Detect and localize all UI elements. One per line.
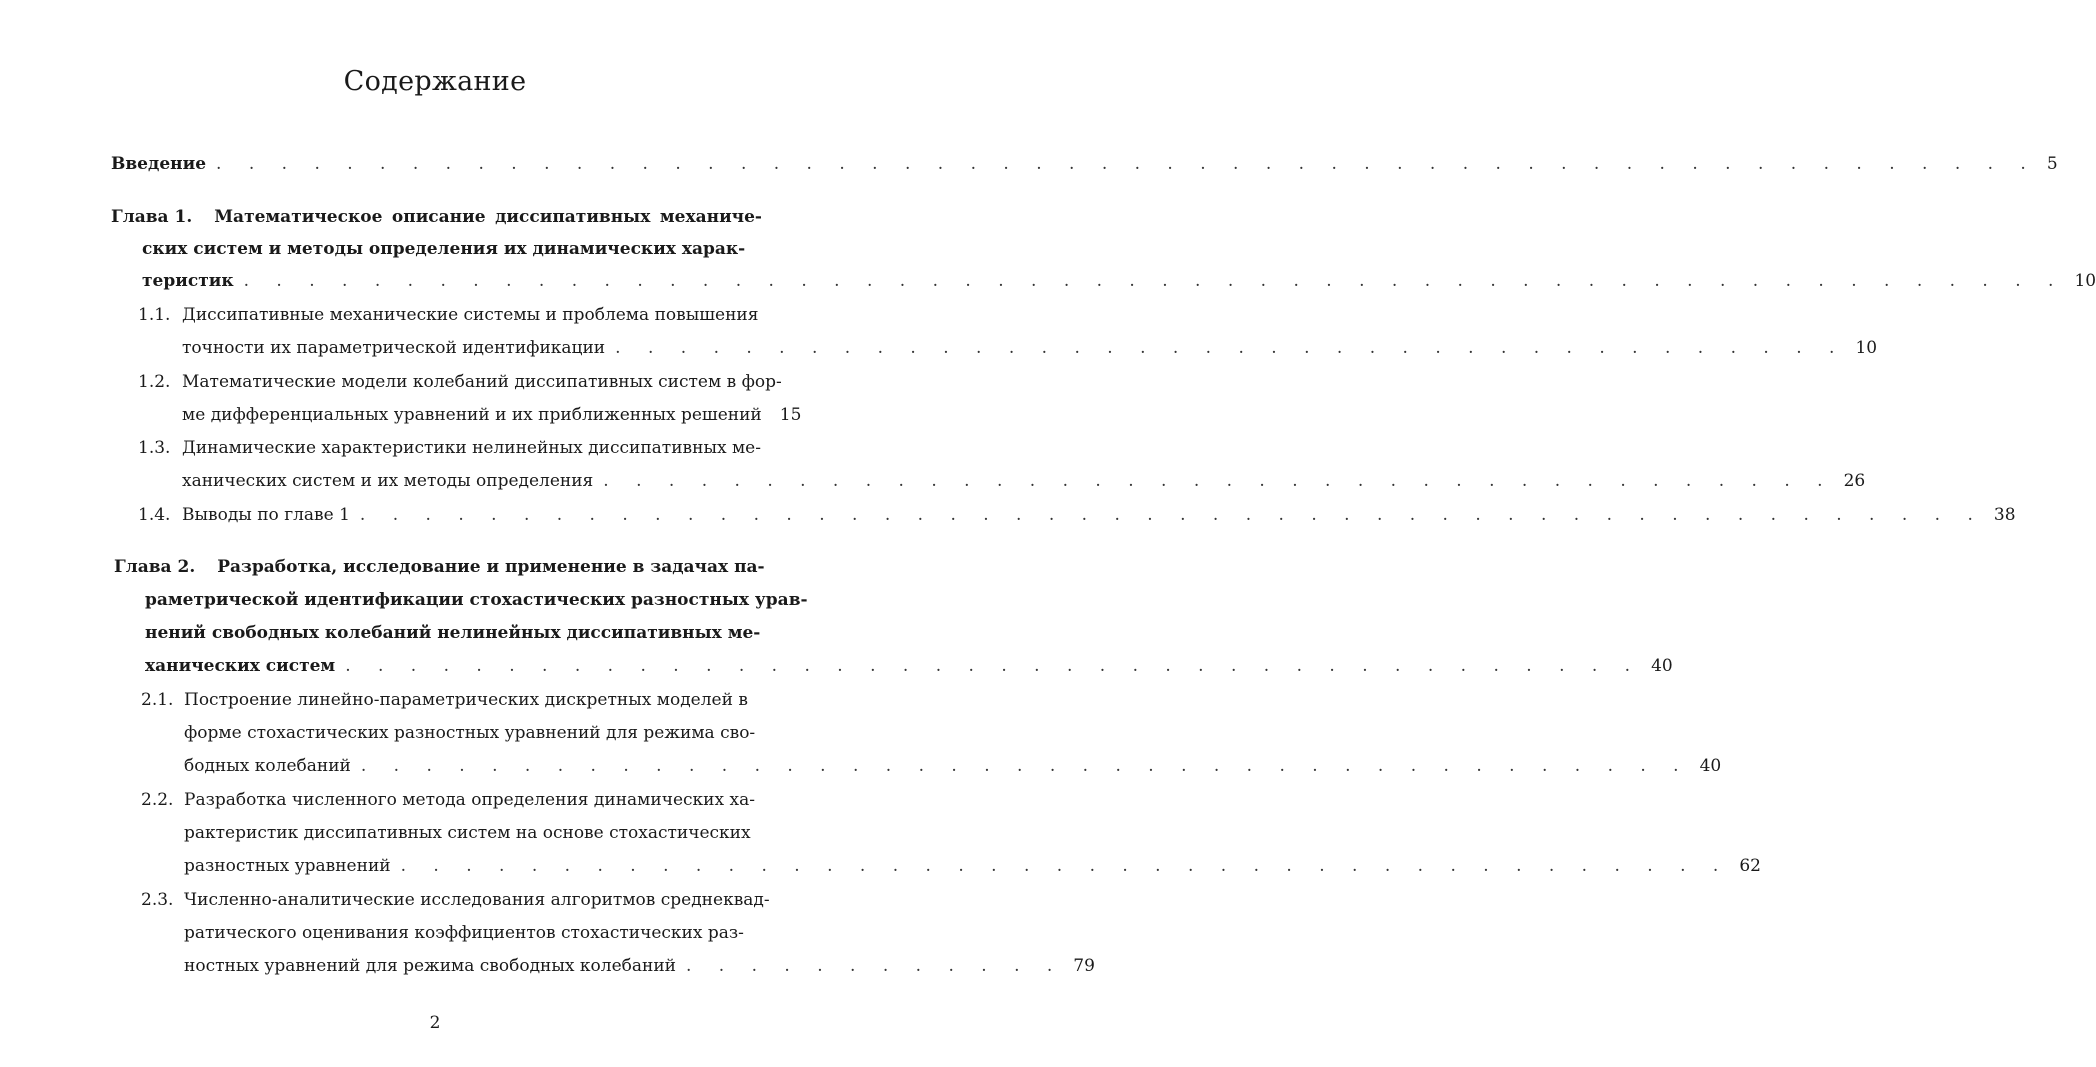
leader-dots: . . . . . . . . . . . . . . . . . . . . . . . . . . . . . . . . . . . . . . . . . . . . . . . . . . . . . . . . [216,154,2037,174]
toc-entry-2-1[interactable] [184,689,748,711]
toc-entry-2-1-cont [184,722,756,744]
entry-page: 38 [1993,505,2016,525]
entry-page: 26 [1843,471,1866,491]
section-line: ме дифференциальных уравнений и их приближенных решений [182,405,762,425]
toc-entry-2-2-cont [184,822,751,844]
entry-page: 15 [779,405,802,425]
section-line: Математические модели колебаний диссипативных систем в фор- [182,372,782,392]
entry-page: 10 [2074,271,2096,291]
toc-entry-1-3-cont[interactable] [182,470,1866,492]
section-line: ратического оценивания коэффициентов стохастических раз- [184,923,744,943]
toc-entry-1-2-cont[interactable] [182,404,802,426]
toc-entry-1-1[interactable] [182,304,759,326]
leader-dots: . . . . . . . . . . . . . . . . . . . . . . . . . . . . . . . . . . . . . . . . . . . . . . . . . . [359,505,1984,525]
section-line: Численно-аналитические исследования алгоритмов среднеквад- [184,890,770,910]
section-num: 1.2. [138,372,171,392]
chapter-title-line: ских систем и методы определения их динамических харак- [142,239,746,259]
chapter-head: Глава 1. [111,207,193,227]
section-line: разностных уравнений [184,856,391,876]
chapter-title-line: теристик [142,271,234,291]
leader-dots: . . . . . . . . . . . . . . . . . . . . . . . . . . . . . . . . . . . . . . [603,471,1834,491]
toc-entry-1-4[interactable] [182,504,2016,526]
section-num: 1.1. [138,305,171,325]
chapter-2-line-2 [145,589,808,611]
section-line: Динамические характеристики нелинейных диссипативных ме- [182,438,761,458]
toc-entry-1-3[interactable] [182,437,761,459]
leader-dots: . . . . . . . . . . . . . . . . . . . . . . . . . . . . . . . . . . . . . . . . . [400,856,1730,876]
chapter-1-line-3[interactable] [142,270,2096,292]
chapter-1-line-2 [142,238,746,260]
leader-dots: . . . . . . . . . . . . . . . . . . . . . . . . . . . . . . . . . . . . . . [615,338,1846,358]
chapter-title-line: ханических систем [145,656,336,676]
section-num: 2.2. [141,790,174,810]
section-line: форме стохастических разностных уравнений для режима сво- [184,723,756,743]
toc-entry-2-2[interactable] [184,789,755,811]
section-num: 1.3. [138,438,171,458]
toc-entry-1-2[interactable] [182,371,782,393]
toc-entry-2-1-end[interactable] [184,755,1722,777]
chapter-head: Глава 2. [114,557,196,577]
entry-page: 40 [1699,756,1722,776]
toc-entry-intro[interactable] [111,153,2058,175]
chapter-2-line-4[interactable] [145,655,1673,677]
entry-page: 10 [1855,338,1878,358]
section-num: 2.3. [141,890,174,910]
chapter-1-line-1[interactable] [111,206,762,228]
entry-page: 62 [1739,856,1761,876]
toc-entry-2-3[interactable] [184,889,770,911]
page-title: Содержание [343,66,527,97]
page-number: 2 [429,1013,441,1033]
section-num: 1.4. [138,505,171,525]
chapter-title-line: раметрической идентификации стохастических разностных урав- [145,590,808,610]
chapter-2-line-1[interactable] [114,556,763,578]
entry-page: 5 [2046,154,2058,174]
chapter-title-line: Разработка, исследование и применение в задачах па- [217,557,765,577]
section-line: рактеристик диссипативных систем на основе стохастических [184,823,751,843]
section-line: бодных колебаний [184,756,351,776]
section-line: Диссипативные механические системы и проблема повышения [182,305,759,325]
leader-dots: . . . . . . . . . . . . [686,956,1064,976]
chapter-2-line-3 [145,622,761,644]
entry-page: 79 [1073,956,1095,976]
section-line: Выводы по главе 1 [182,505,350,525]
toc-entry-2-2-end[interactable] [184,855,1761,877]
toc-entry-2-3-cont [184,922,744,944]
leader-dots: . . . . . . . . . . . . . . . . . . . . . . . . . . . . . . . . . . . . . . . . . . . . . . . . . . . . . . . . [243,271,2065,291]
section-line: Разработка численного метода определения динамических ха- [184,790,755,810]
entry-label: Введение [111,154,207,174]
chapter-title-line: Математическое описание диссипативных механиче- [214,207,762,227]
leader-dots: . . . . . . . . . . . . . . . . . . . . . . . . . . . . . . . . . . . . . . . . . [360,756,1690,776]
leader-dots: . . . . . . . . . . . . . . . . . . . . . . . . . . . . . . . . . . . . . . . . [345,656,1642,676]
section-line: точности их параметрической идентификации [182,338,606,358]
section-line: Построение линейно-параметрических дискретных моделей в [184,690,748,710]
toc-entry-2-3-end[interactable] [184,955,1095,977]
section-line: ханических систем и их методы определения [182,471,594,491]
toc-entry-1-1-cont[interactable] [182,337,1878,359]
section-num: 2.1. [141,690,174,710]
entry-page: 40 [1651,656,1673,676]
chapter-title-line: нений свободных колебаний нелинейных диссипативных ме- [145,623,761,643]
section-line: ностных уравнений для режима свободных колебаний [184,956,676,976]
